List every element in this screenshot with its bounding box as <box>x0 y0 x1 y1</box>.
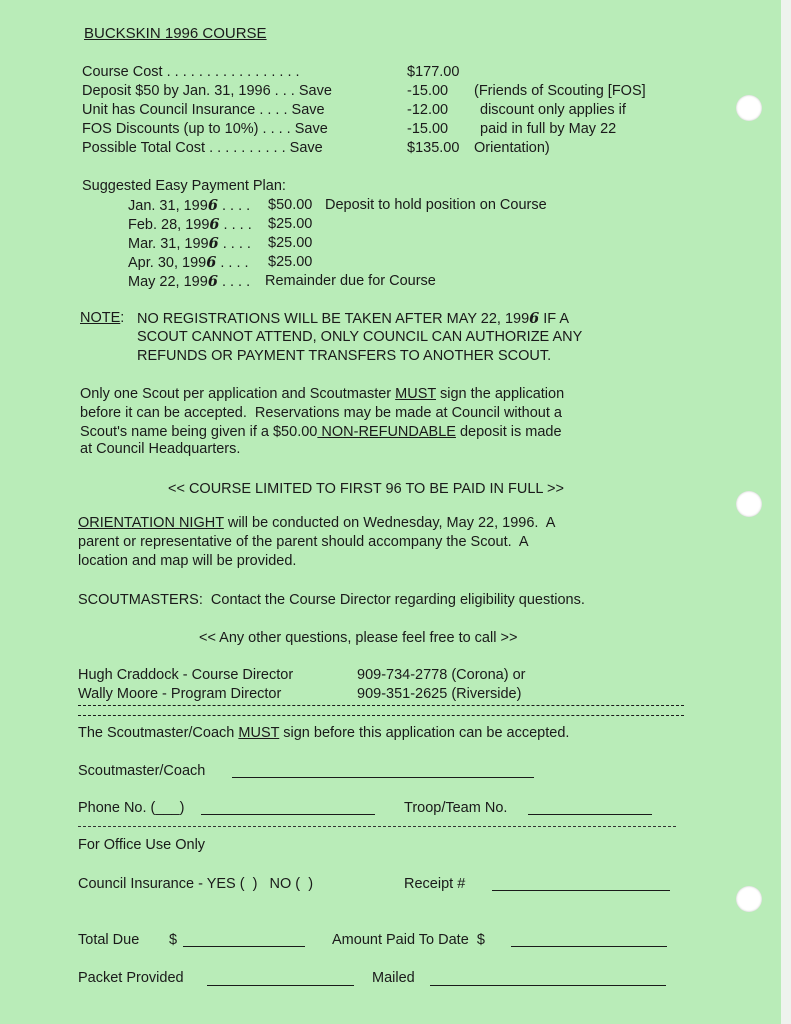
emphasis-must: MUST <box>395 386 436 402</box>
para-line <box>80 386 564 402</box>
plan-date: May 22, 199 <box>128 274 208 290</box>
sign-note <box>78 725 569 741</box>
office-use-label: For Office Use Only <box>78 837 206 853</box>
plan-row <box>128 254 249 271</box>
council-insurance-label: Council Insurance - YES ( ) NO ( ) <box>78 876 314 892</box>
plan-date: Jan. 31, 199 <box>128 198 208 214</box>
para-line: at Council Headquarters. <box>80 441 241 457</box>
course-limited-banner: << COURSE LIMITED TO FIRST 96 TO BE PAID IN FULL >> <box>168 481 564 497</box>
para-text: will be conducted on Wednesday, May 22, 1996. A <box>223 515 556 531</box>
mailed-field[interactable] <box>430 985 666 986</box>
para-line <box>80 424 562 440</box>
phone-label <box>78 800 184 816</box>
handwritten-digit: 6 <box>207 273 218 290</box>
contact-phone: 909-734-2778 (Corona) or <box>357 667 526 683</box>
total-due-field[interactable] <box>183 946 305 947</box>
plan-dots: . . . . <box>220 255 249 271</box>
plan-row <box>128 216 252 233</box>
questions-banner: << Any other questions, please feel free to call >> <box>199 630 518 646</box>
cost-amount: -12.00 <box>407 102 449 118</box>
note-text: IF A <box>543 311 570 327</box>
troop-label: Troop/Team No. <box>404 800 508 816</box>
contact-name: Wally Moore - Program Director <box>78 686 282 702</box>
plan-amount: $25.00 <box>268 235 313 251</box>
receipt-field[interactable] <box>492 890 670 891</box>
orientation-line-3: location and map will be provided. <box>78 553 297 569</box>
handwritten-digit: 6 <box>209 216 220 233</box>
scoutmasters-note: SCOUTMASTERS: Contact the Course Director regarding eligibility questions. <box>78 592 585 608</box>
packet-provided-field[interactable] <box>207 985 354 986</box>
note-line-1 <box>137 310 569 327</box>
plan-amount: $50.00 <box>268 197 313 213</box>
cost-note: discount only applies if <box>480 102 626 118</box>
para-text: Scout's name being given if a $50.00 <box>80 424 318 440</box>
note-line-3: REFUNDS OR PAYMENT TRANSFERS TO ANOTHER SCOUT. <box>137 348 552 364</box>
handwritten-digit: 6 <box>529 310 540 327</box>
handwritten-digit: 6 <box>206 254 217 271</box>
cost-note: (Friends of Scouting [FOS] <box>474 83 646 99</box>
paper-edge <box>781 0 791 1024</box>
cost-amount: $177.00 <box>407 64 460 80</box>
cost-note: paid in full by May 22 <box>480 121 617 137</box>
plan-date: Mar. 31, 199 <box>128 236 209 252</box>
note-line-2: SCOUT CANNOT ATTEND, ONLY COUNCIL CAN AUTHORIZE ANY <box>137 329 583 345</box>
emphasis-non-refundable: NON-REFUNDABLE <box>317 424 456 440</box>
para-line: before it can be accepted. Reservations may be made at Council without a <box>80 405 562 421</box>
cost-amount: -15.00 <box>407 121 449 137</box>
binder-hole-middle <box>736 491 762 517</box>
plan-date: Feb. 28, 199 <box>128 217 210 233</box>
phone-text: ) <box>179 800 185 816</box>
handwritten-digit: 6 <box>207 197 218 214</box>
plan-dots: . . . . <box>223 217 252 233</box>
note-block <box>80 310 124 326</box>
plan-row <box>128 235 251 252</box>
packet-provided-label: Packet Provided <box>78 970 184 986</box>
contact-name: Hugh Craddock - Course Director <box>78 667 294 683</box>
plan-amount: $25.00 <box>268 216 313 232</box>
total-due-label: Total Due <box>78 932 140 948</box>
binder-hole-top <box>736 95 762 121</box>
para-text: deposit is made <box>455 424 562 440</box>
plan-amount: $25.00 <box>268 254 313 270</box>
plan-date: Apr. 30, 199 <box>128 255 207 271</box>
cost-label: Unit has Council Insurance . . . . Save <box>82 102 325 118</box>
phone-text: Phone No. ( <box>78 800 156 816</box>
amount-paid-field[interactable] <box>511 946 667 947</box>
phone-area-code-field[interactable]: ___ <box>155 800 180 816</box>
cost-label: Possible Total Cost . . . . . . . . . . Save <box>82 140 323 156</box>
orientation-line-2: parent or representative of the parent should accompany the Scout. A <box>78 534 529 550</box>
plan-row <box>128 273 250 290</box>
contact-phone: 909-351-2625 (Riverside) <box>357 686 522 702</box>
mailed-label: Mailed <box>372 970 415 986</box>
dashed-divider <box>78 826 676 827</box>
scoutmaster-signature-field[interactable] <box>232 777 534 778</box>
note-label: NOTE <box>80 310 121 326</box>
total-due-dollar: $ <box>169 932 178 948</box>
binder-hole-bottom <box>736 886 762 912</box>
cost-label: Deposit $50 by Jan. 31, 1996 . . . Save <box>82 83 332 99</box>
cost-label: Course Cost . . . . . . . . . . . . . . . . . <box>82 64 300 80</box>
para-text: sign the application <box>435 386 565 402</box>
para-text: sign before this application can be accepted. <box>279 725 570 741</box>
plan-row <box>128 197 250 214</box>
receipt-label: Receipt # <box>404 876 466 892</box>
scoutmaster-label: Scoutmaster/Coach <box>78 763 206 779</box>
cost-note: Orientation) <box>474 140 550 156</box>
handwritten-digit: 6 <box>208 235 219 252</box>
plan-dots: . . . . <box>222 236 251 252</box>
plan-amount: Remainder due for Course <box>265 273 436 289</box>
emphasis-must: MUST <box>238 725 280 741</box>
note-text: NO REGISTRATIONS WILL BE TAKEN AFTER MAY 22, 199 <box>137 311 530 327</box>
cost-label: FOS Discounts (up to 10%) . . . . Save <box>82 121 328 137</box>
double-divider <box>78 705 684 716</box>
para-text: Only one Scout per application and Scoutmaster <box>80 386 396 402</box>
note-colon: : <box>120 310 125 326</box>
plan-dots: . . . . <box>221 198 251 214</box>
cost-amount: -15.00 <box>407 83 449 99</box>
orientation-line-1 <box>78 515 555 531</box>
orientation-label: ORIENTATION NIGHT <box>78 515 224 531</box>
plan-desc: Deposit to hold position on Course <box>325 197 547 213</box>
troop-number-field[interactable] <box>528 814 652 815</box>
cost-amount: $135.00 <box>407 140 460 156</box>
plan-dots: . . . . <box>221 274 251 290</box>
plan-heading: Suggested Easy Payment Plan: <box>82 178 286 194</box>
phone-number-field[interactable] <box>201 814 375 815</box>
para-text: The Scoutmaster/Coach <box>78 725 239 741</box>
amount-paid-label: Amount Paid To Date $ <box>332 932 485 948</box>
page-title: BUCKSKIN 1996 COURSE <box>84 25 267 42</box>
